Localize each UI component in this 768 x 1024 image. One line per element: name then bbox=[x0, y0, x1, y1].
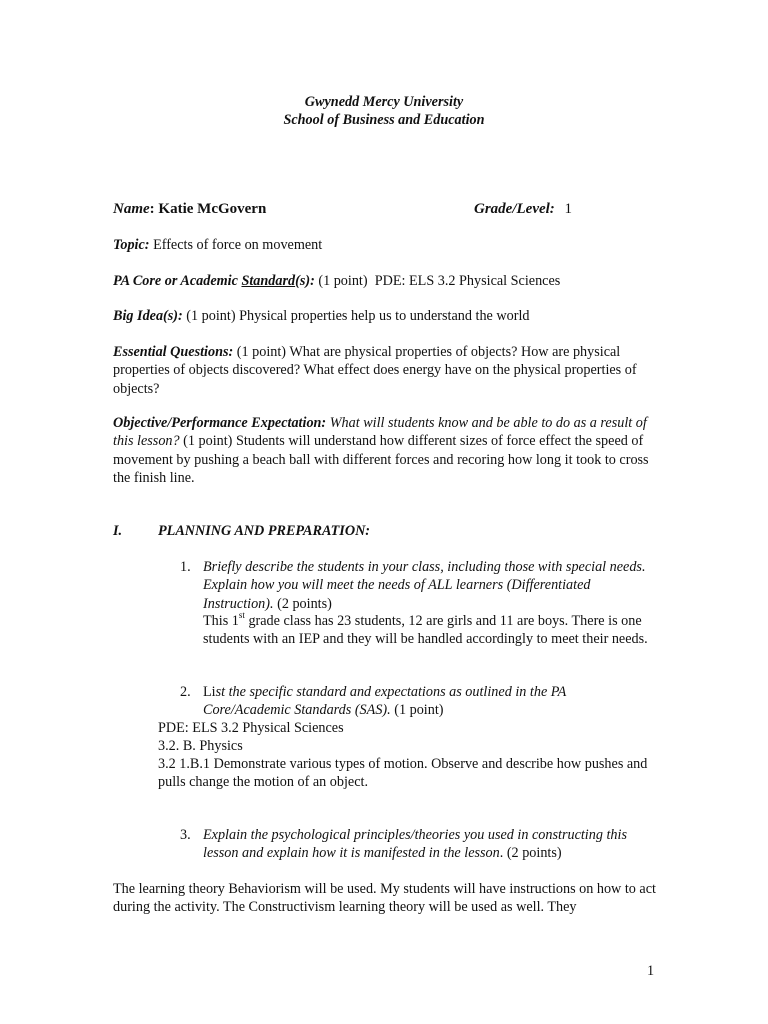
item-two-line-2: 3.2. B. Physics bbox=[158, 738, 243, 754]
standard-label-a: PA Core or Academic bbox=[113, 273, 242, 289]
objective-prompt: What will students know and be able to do as a result of this lesson? bbox=[113, 415, 647, 450]
essential-questions-label: Essential Questions: bbox=[113, 344, 234, 360]
item-three-points: . (2 points) bbox=[499, 845, 562, 862]
objective-paragraph bbox=[113, 414, 655, 487]
standard-line bbox=[113, 272, 560, 290]
section-title: PLANNING AND PREPARATION: bbox=[158, 523, 371, 539]
big-idea-line bbox=[113, 307, 530, 325]
standard-value: (1 point) PDE: ELS 3.2 Physical Sciences bbox=[314, 273, 561, 289]
item-one-answer-b: grade class has 23 students, 12 are girls and 11 are boys. There is one students with an IEP and they will be handled accordingly to meet their needs. bbox=[203, 613, 648, 648]
item-two-prompt-paragraph bbox=[203, 683, 653, 720]
item-one-number: 1. bbox=[180, 559, 191, 575]
university-name: Gwynedd Mercy University bbox=[304, 94, 464, 110]
item-one-points: (2 points) bbox=[273, 595, 332, 612]
grade-value: 1 bbox=[564, 201, 573, 217]
page-number: 1 bbox=[647, 963, 655, 979]
item-two-prompt-plain: Li bbox=[203, 684, 216, 700]
name-field bbox=[113, 200, 266, 218]
item-one-prompt-paragraph bbox=[203, 558, 663, 613]
item-three-prompt-paragraph bbox=[203, 826, 663, 863]
item-two-prompt: st the specific standard and expectations as outlined in the PA Core/Academic Standards (SAS). bbox=[203, 684, 567, 719]
item-two-number: 2. bbox=[180, 684, 191, 700]
item-one-answer-a: This 1 bbox=[203, 613, 239, 629]
topic-label: Topic: bbox=[113, 237, 150, 253]
big-idea-value: (1 point) Physical properties help us to understand the world bbox=[182, 308, 530, 324]
name-value: Katie McGovern bbox=[158, 201, 267, 217]
objective-value: (1 point) Students will understand how different sizes of force effect the speed of movement by pushing a beach ball with different forces and recoring how long it took to cross the finish line. bbox=[113, 433, 649, 486]
name-colon: : bbox=[149, 201, 159, 217]
grade-field bbox=[474, 200, 572, 218]
section-numeral: I. bbox=[113, 523, 123, 539]
item-two-line-1: PDE: ELS 3.2 Physical Sciences bbox=[158, 720, 344, 736]
standard-label-c: (s): bbox=[295, 273, 315, 289]
item-two-line-3: 3.2 1.B.1 Demonstrate various types of motion. Observe and describe how pushes and pulls change the motion of an object. bbox=[158, 756, 648, 791]
topic-line bbox=[113, 236, 322, 254]
big-idea-label: Big Idea(s): bbox=[113, 308, 183, 324]
item-one-answer bbox=[203, 612, 658, 649]
item-two-points: (1 point) bbox=[390, 702, 444, 719]
closing-paragraph: The learning theory Behaviorism will be used. My students will have instructions on how to act during the activity. The Constructivism learning theory will be used as well. They bbox=[113, 881, 656, 916]
essential-questions-paragraph bbox=[113, 343, 655, 398]
name-label: Name bbox=[113, 201, 150, 217]
essential-questions-value: (1 point) What are physical properties of objects? How are physical properties of objects discovered? What effect does energy have on the physical properties of objects? bbox=[113, 344, 637, 397]
item-one-prompt: Briefly describe the students in your class, including those with special needs. Explain how you will meet the needs of ALL learners (Differentiated Instruction). bbox=[203, 559, 646, 612]
item-one-answer-sup: st bbox=[238, 610, 245, 621]
objective-label: Objective/Performance Expectation: bbox=[113, 415, 327, 431]
item-three-prompt: Explain the psychological principles/theories you used in constructing this lesson and explain how it is manifested in the lesson bbox=[203, 827, 627, 862]
standard-label-b: Standard bbox=[241, 273, 296, 289]
grade-label: Grade/Level: bbox=[474, 201, 555, 217]
school-name: School of Business and Education bbox=[283, 112, 485, 128]
item-three-number: 3. bbox=[180, 827, 191, 843]
topic-value: Effects of force on movement bbox=[149, 237, 323, 253]
